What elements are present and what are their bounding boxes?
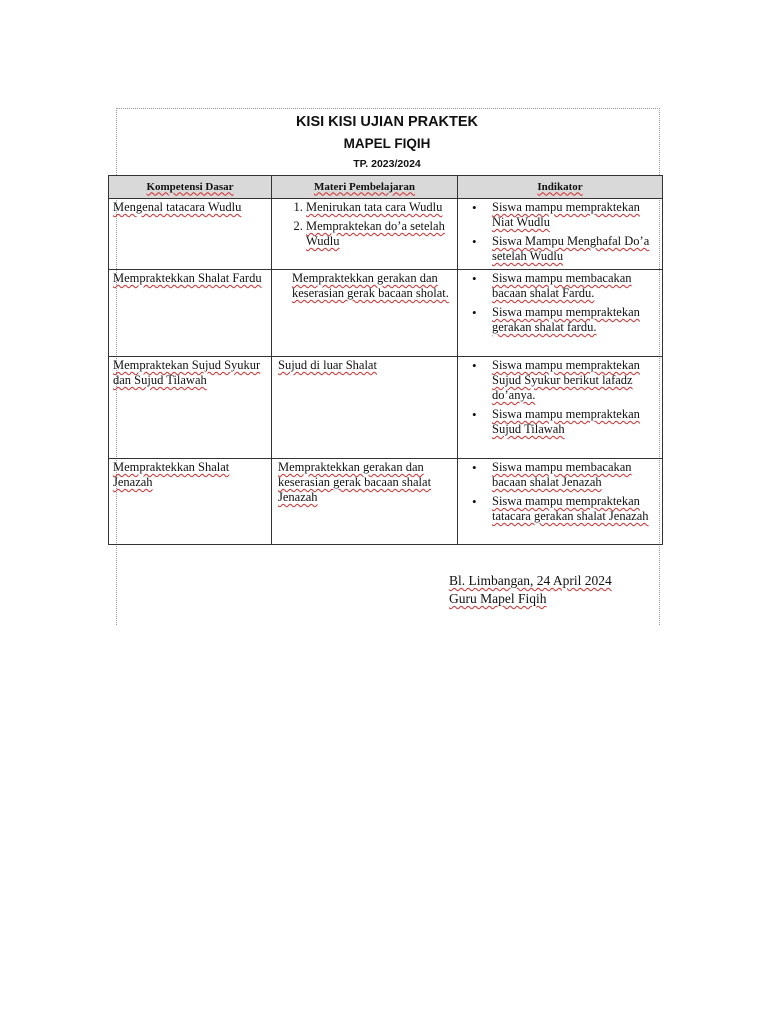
table-row bbox=[109, 199, 663, 270]
materi-cell bbox=[272, 199, 458, 270]
signature-role: Guru Mapel Fiqih bbox=[449, 591, 547, 606]
indikator-item: • Siswa mampu mempraktekan Sujud Tilawah bbox=[492, 407, 658, 437]
table-row bbox=[109, 270, 663, 357]
materi-cell: Mempraktekkan gerakan dan keserasian gerak bacaan shalat Jenazah bbox=[272, 459, 458, 545]
indikator-item: • Siswa mampu mempraktekan gerakan shalat fardu. bbox=[492, 305, 658, 335]
kisi-table bbox=[108, 175, 663, 545]
indikator-item: • Siswa Mampu Menghafal Do’a setelah Wudlu bbox=[492, 234, 658, 264]
kompetensi-cell: Mengenal tatacara Wudlu bbox=[109, 199, 272, 270]
indikator-cell bbox=[458, 199, 663, 270]
materi-cell: Mempraktekkan gerakan dan keserasian gerak bacaan sholat. bbox=[272, 270, 458, 357]
materi-cell: Sujud di luar Shalat bbox=[272, 357, 458, 459]
document-title: KISI KISI UJIAN PRAKTEK bbox=[295, 114, 479, 130]
table-row bbox=[109, 357, 663, 459]
indikator-item: • Siswa mampu membacakan bacaan shalat Jenazah bbox=[492, 460, 658, 490]
school-year: TP. 2023/2024 bbox=[353, 158, 421, 170]
table-header-row bbox=[109, 176, 663, 199]
kompetensi-cell: Mempraktekkan Shalat Fardu bbox=[109, 270, 272, 357]
indikator-item: • Siswa mampu membacakan bacaan shalat Fardu. bbox=[492, 271, 658, 301]
signature-place-date: Bl. Limbangan, 24 April 2024 bbox=[449, 573, 612, 588]
indikator-cell bbox=[458, 459, 663, 545]
table-row bbox=[109, 459, 663, 545]
title-block bbox=[116, 110, 658, 170]
kompetensi-cell: Mempraktekan Sujud Syukur dan Sujud Tilawah bbox=[109, 357, 272, 459]
column-header-kompetensi: Kompetensi Dasar bbox=[109, 176, 272, 199]
column-header-indikator: Indikator bbox=[458, 176, 663, 199]
indikator-item: • Siswa mampu mempraktekan Sujud Syukur berikut lafadz do’anya. bbox=[492, 358, 658, 403]
materi-item: 2. Mempraktekan do’a setelah Wudlu bbox=[306, 219, 453, 249]
subject-title: MAPEL FIQIH bbox=[343, 136, 431, 151]
indikator-item: • Siswa mampu mempraktekan tatacara gerakan shalat Jenazah bbox=[492, 494, 658, 524]
column-header-materi: Materi Pembelajaran bbox=[272, 176, 458, 199]
kompetensi-cell: Mempraktekkan Shalat Jenazah bbox=[109, 459, 272, 545]
indikator-cell bbox=[458, 270, 663, 357]
indikator-item: • Siswa mampu mempraktekan Niat Wudlu bbox=[492, 200, 658, 230]
indikator-cell bbox=[458, 357, 663, 459]
materi-item: 1. Menirukan tata cara Wudlu bbox=[306, 200, 453, 215]
signature-block bbox=[449, 572, 612, 608]
